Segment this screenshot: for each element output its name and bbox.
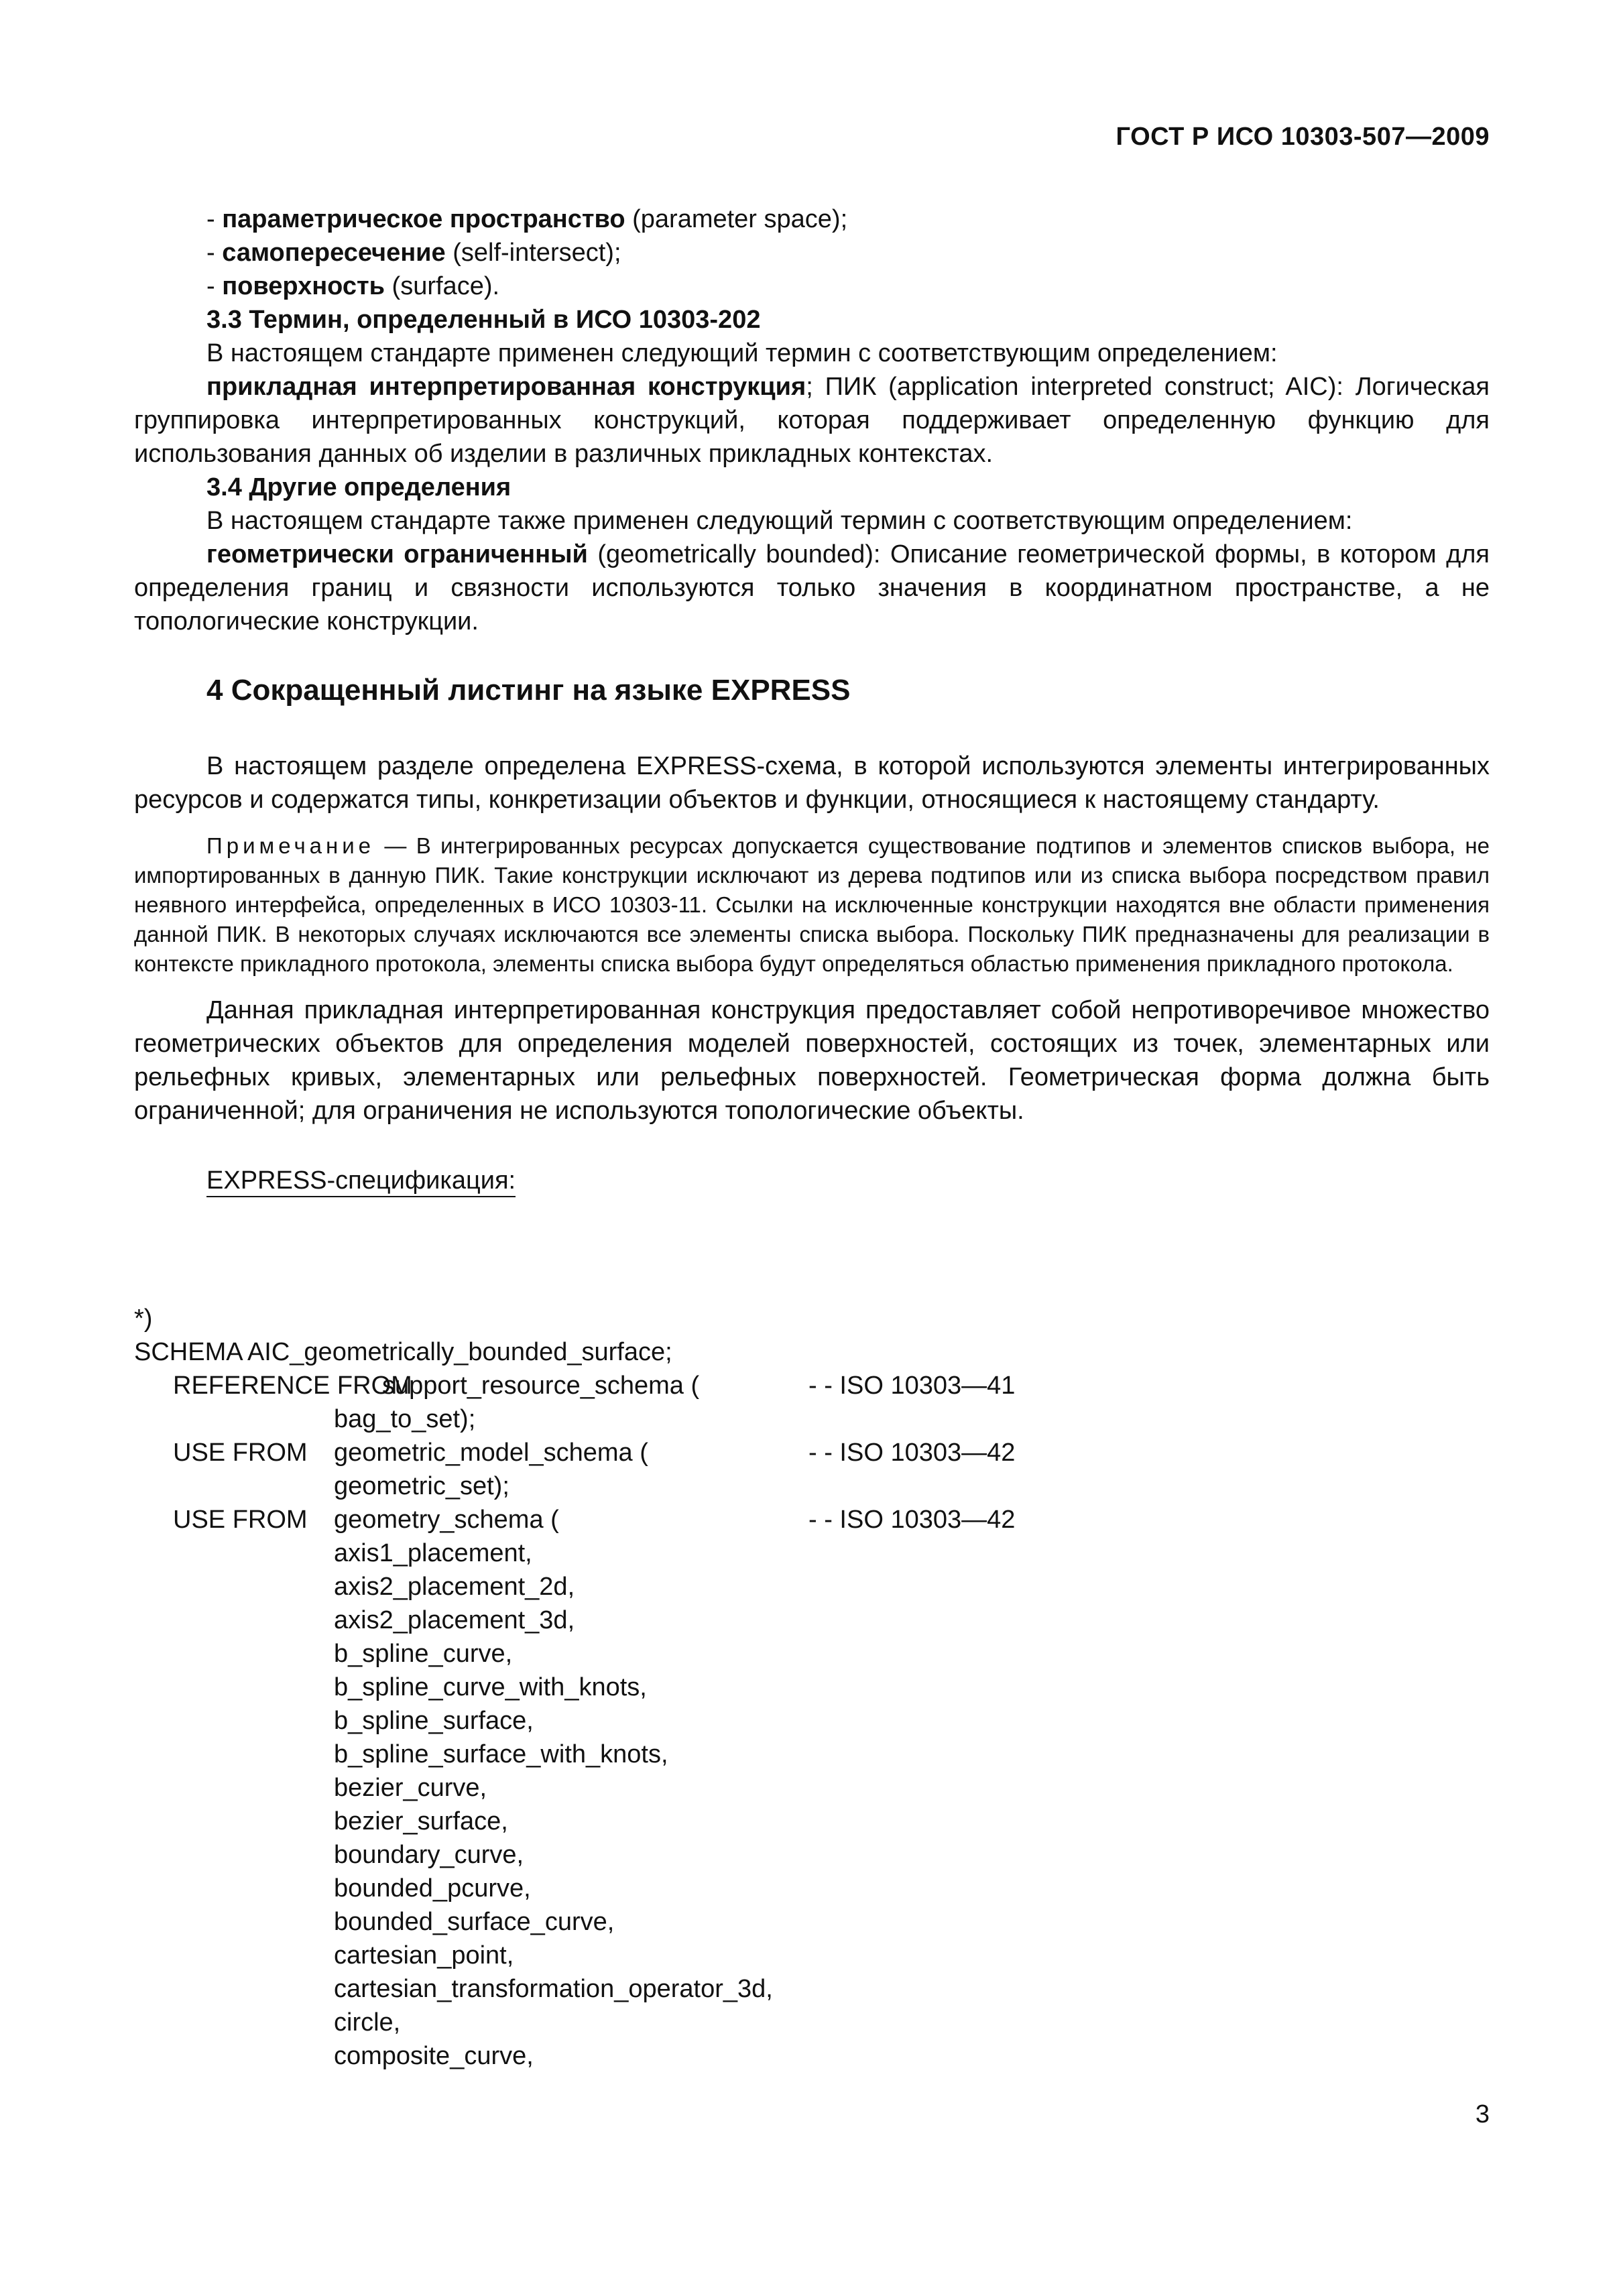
code-entity-name: b_spline_curve_with_knots, bbox=[334, 1673, 647, 1701]
code-schema: SCHEMA AIC_geometrically_bounded_surface; bbox=[134, 1338, 672, 1366]
code-line bbox=[134, 1972, 1490, 2006]
code-entity-name: axis2_placement_3d, bbox=[334, 1606, 575, 1634]
code-entity-name: circle, bbox=[334, 2008, 401, 2037]
term-list-item: - поверхность (surface). bbox=[206, 272, 500, 300]
code-use1-items bbox=[134, 1469, 1490, 1503]
term-name: поверхность bbox=[222, 272, 385, 300]
code-schema-ref: geometric_model_schema ( bbox=[334, 1439, 648, 1467]
definition-text: (geometrically bounded): Описание геометрической формы, в котором для определения границ и связности используются только значения в координатном пространстве, а не топологические конструкции. bbox=[134, 540, 1490, 636]
code-line bbox=[134, 1838, 1490, 1872]
code-line bbox=[134, 1469, 1490, 1503]
code-ref-items bbox=[134, 1402, 1490, 1436]
note-paragraph bbox=[134, 831, 1490, 979]
definition-text: ; ПИК (application interpreted construct; AIC): Логическая группировка интерпретированных конструкций, которая поддерживает определенную функцию для использования данных об изделии в различных прикладных контекстах. bbox=[134, 373, 1490, 468]
page-header-doc-id: ГОСТ Р ИСО 10303-507—2009 bbox=[1116, 123, 1490, 151]
code-entity-name: cartesian_transformation_operator_3d, bbox=[334, 1975, 773, 2003]
term-list-item: - параметрическое пространство (parameter space); bbox=[206, 205, 848, 233]
term-name: параметрическое пространство bbox=[222, 205, 625, 233]
code-entity-name: b_spline_surface, bbox=[334, 1707, 534, 1735]
section-title-4: 4 Сокращенный листинг на языке EXPRESS bbox=[206, 674, 851, 707]
code-open: *) bbox=[134, 1305, 153, 1333]
subsection-title-3-3: 3.3 Термин, определенный в ИСО 10303-202 bbox=[206, 306, 761, 334]
code-line bbox=[134, 1335, 1490, 1369]
code-entity-name: composite_curve, bbox=[334, 2042, 534, 2070]
code-line bbox=[134, 1872, 1490, 1905]
code-comment: - - ISO 10303—42 bbox=[808, 1506, 1016, 1534]
code-entity-name: bag_to_set); bbox=[334, 1405, 476, 1433]
code-line bbox=[134, 1570, 1490, 1604]
code-line bbox=[134, 1503, 1490, 1536]
code-schema-ref: geometry_schema ( bbox=[334, 1506, 559, 1534]
term-english: (parameter space); bbox=[625, 205, 848, 233]
subsection-intro-3-3: В настоящем стандарте применен следующий термин с соответствующим определением: bbox=[206, 339, 1278, 367]
code-entity-name: cartesian_point, bbox=[334, 1941, 514, 1970]
term-list-item: - самопересечение (self-intersect); bbox=[206, 239, 621, 267]
code-line bbox=[134, 1604, 1490, 1637]
subsection-title-3-4: 3.4 Другие определения bbox=[206, 473, 512, 501]
code-keyword: USE FROM bbox=[173, 1439, 308, 1467]
code-entity-name: boundary_curve, bbox=[334, 1841, 524, 1869]
defined-term: геометрически ограниченный bbox=[206, 540, 588, 568]
code-line bbox=[134, 1302, 1490, 1335]
code-keyword: REFERENCE FROM bbox=[173, 1372, 412, 1400]
defined-term: прикладная интерпретированная конструкция bbox=[206, 373, 806, 401]
document-body bbox=[134, 202, 1490, 1197]
code-entity-name: axis1_placement, bbox=[334, 1539, 532, 1567]
express-spec-label: EXPRESS-спецификация: bbox=[206, 1165, 516, 1197]
code-line bbox=[134, 1369, 1490, 1402]
code-entity-name: axis2_placement_2d, bbox=[334, 1573, 575, 1601]
code-entity-name: b_spline_surface_with_knots, bbox=[334, 1740, 668, 1768]
code-entity-name: b_spline_curve, bbox=[334, 1640, 513, 1668]
code-line bbox=[134, 1536, 1490, 1570]
term-english: (self-intersect); bbox=[445, 239, 621, 267]
code-line bbox=[134, 2039, 1490, 2073]
document-page bbox=[134, 0, 1490, 2296]
code-line bbox=[134, 1637, 1490, 1671]
code-entity-name: bounded_pcurve, bbox=[334, 1874, 531, 1902]
term-english: (surface). bbox=[385, 272, 500, 300]
code-entity-name: bezier_curve, bbox=[334, 1774, 487, 1802]
note-label: Примечание bbox=[206, 833, 375, 858]
code-comment: - - ISO 10303—42 bbox=[808, 1439, 1016, 1467]
section-4-paragraph-2: Данная прикладная интерпретированная конструкция предоставляет собой непротиворечивое множество геометрических объектов для определения моделей поверхностей, состоящих из точек, элементарных или рельефных кривых, элементарных или рельефных поверхностей. Геометрическая форма должна быть ограниченной; для ограничения не используются топологические объекты. bbox=[134, 996, 1490, 1125]
note-text: — В интегрированных ресурсах допускается существование подтипов и элементов списков выбора, не импортированных в данную ПИК. Такие конструкции исключают из дерева подтипов или из списка выбора посредством правил неявного интерфейса, определенных в ИСО 10303-11. Ссылки на исключенные конструкции находятся вне области применения данной ПИК. В некоторых случаях исключаются все элементы списка выбора. Поскольку ПИК предназначены для реализации в контексте прикладного протокола, элементы списка выбора будут определяться областью применения прикладного протокола. bbox=[134, 833, 1490, 976]
code-line bbox=[134, 1738, 1490, 1771]
code-line bbox=[134, 1402, 1490, 1436]
code-keyword: USE FROM bbox=[173, 1506, 308, 1534]
term-name: самопересечение bbox=[222, 239, 446, 267]
code-line bbox=[134, 1704, 1490, 1738]
express-code-listing bbox=[134, 1302, 1490, 2073]
page-number: 3 bbox=[1475, 2100, 1490, 2128]
code-line bbox=[134, 1905, 1490, 1939]
code-line bbox=[134, 1671, 1490, 1704]
code-entity-name: bezier_surface, bbox=[334, 1807, 508, 1835]
code-schema-ref: support_resource_schema ( bbox=[382, 1372, 700, 1400]
code-line bbox=[134, 1771, 1490, 1805]
code-line bbox=[134, 1805, 1490, 1838]
code-use2-items bbox=[134, 1536, 1490, 2073]
definition-paragraph bbox=[134, 370, 1490, 471]
code-line bbox=[134, 2006, 1490, 2039]
definition-paragraph bbox=[134, 538, 1490, 638]
code-entity-name: bounded_surface_curve, bbox=[334, 1908, 615, 1936]
code-line bbox=[134, 1939, 1490, 1972]
section-4-paragraph-1: В настоящем разделе определена EXPRESS-схема, в которой используются элементы интегрированных ресурсов и содержатся типы, конкретизации объектов и функции, относящиеся к настоящему стандарту. bbox=[134, 752, 1490, 814]
code-comment: - - ISO 10303—41 bbox=[808, 1372, 1016, 1400]
code-entity-name: geometric_set); bbox=[334, 1472, 509, 1500]
code-line bbox=[134, 1436, 1490, 1469]
subsection-intro-3-4: В настоящем стандарте также применен следующий термин с соответствующим определением: bbox=[206, 507, 1353, 535]
